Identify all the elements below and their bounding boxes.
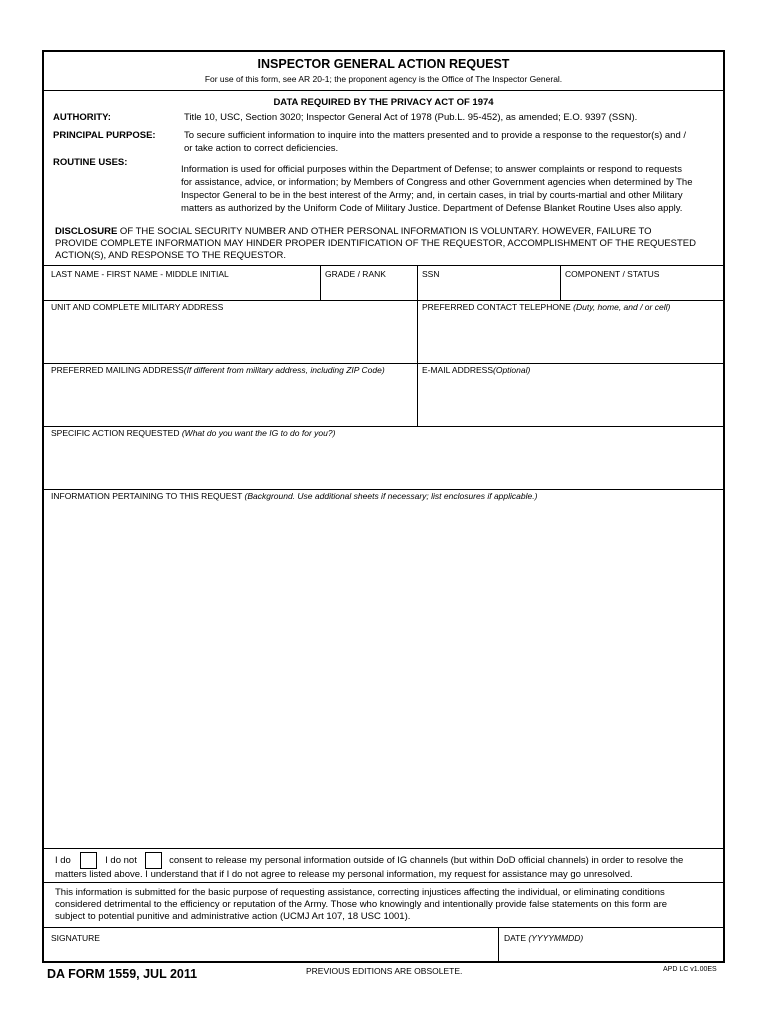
name-input[interactable] xyxy=(50,282,320,300)
date-hint: (YYYYMMDD) xyxy=(528,933,584,943)
mailing-address-input[interactable] xyxy=(50,378,418,427)
form-subtitle: For use of this form, see AR 20-1; the proponent agency is the Office of The Inspector General. xyxy=(204,74,563,84)
purpose-label: PRINCIPAL PURPOSE: xyxy=(53,130,156,141)
action-input[interactable] xyxy=(50,441,726,490)
privacy-heading: DATA REQUIRED BY THE PRIVACY ACT OF 1974 xyxy=(273,97,494,108)
phone-input[interactable] xyxy=(421,315,725,364)
divider xyxy=(44,426,723,427)
action-label xyxy=(51,428,335,438)
statement-block xyxy=(55,887,715,923)
version-note: APD LC v1.00ES xyxy=(663,966,717,973)
form-title: INSPECTOR GENERAL ACTION REQUEST xyxy=(257,57,510,71)
divider xyxy=(44,265,723,266)
component-input[interactable] xyxy=(564,282,726,300)
mailing-label-text: PREFERRED MAILING ADDRESS xyxy=(51,365,184,375)
phone-label xyxy=(422,302,670,312)
consent-line-2: matters listed above. I understand that if I do not agree to release my personal information, my request for assistance may go unresolved. xyxy=(55,869,633,880)
divider xyxy=(44,882,723,883)
i-do-not-checkbox[interactable] xyxy=(145,852,162,869)
signature-label: SIGNATURE xyxy=(51,933,100,943)
routine-text-3: Inspector General to be in the best interest of the Army; and, in certain cases, in trial by courts-martial and other Military xyxy=(181,190,683,201)
divider xyxy=(44,848,723,849)
email-input[interactable] xyxy=(421,378,725,427)
routine-label: ROUTINE USES: xyxy=(53,157,128,168)
statement-line-2: considered detrimental to the efficiency or reputation of the Army. Those who knowingly and intentionally provide false statements on this form are xyxy=(55,899,668,910)
consent-block xyxy=(55,852,720,882)
divider xyxy=(44,300,723,301)
phone-label-text: PREFERRED CONTACT TELEPHONE xyxy=(422,302,571,312)
statement-line-3: subject to potential punitive and administrative action (UCMJ Art 107, 18 USC 1001). xyxy=(55,911,411,922)
i-do-checkbox[interactable] xyxy=(80,852,97,869)
grade-input[interactable] xyxy=(324,282,418,300)
name-label: LAST NAME - FIRST NAME - MIDDLE INITIAL xyxy=(51,269,229,279)
component-label: COMPONENT / STATUS xyxy=(565,269,660,279)
phone-hint: (Duty, home, and / or cell) xyxy=(573,302,671,312)
divider xyxy=(44,927,723,928)
divider xyxy=(44,90,723,91)
divider xyxy=(44,363,723,364)
i-do-not-label: I do not xyxy=(105,855,137,867)
signature-input[interactable] xyxy=(50,946,498,963)
editions-note: PREVIOUS EDITIONS ARE OBSOLETE. xyxy=(306,966,463,976)
info-label xyxy=(51,491,537,501)
disclosure-line-2: PROVIDE COMPLETE INFORMATION MAY HINDER PROPER IDENTIFICATION OF THE REQUESTOR, ACCOMPLISHMENT OF THE REQUESTED xyxy=(55,238,696,249)
unit-address-input[interactable] xyxy=(50,315,418,364)
consent-line-1: consent to release my personal information outside of IG channels (but within DoD official channels) in order to resolve the xyxy=(169,855,684,867)
date-label xyxy=(504,933,583,943)
mailing-address-label xyxy=(51,365,385,375)
disclosure-text xyxy=(55,226,715,262)
divider xyxy=(498,927,499,963)
authority-label: AUTHORITY: xyxy=(53,112,111,123)
purpose-text-2: or take action to correct deficiencies. xyxy=(184,143,339,154)
date-label-text: DATE xyxy=(504,933,527,943)
ssn-input[interactable] xyxy=(421,282,561,300)
info-input[interactable] xyxy=(50,504,726,846)
routine-text-1: Information is used for official purposes within the Department of Defense; to answer complaints or respond to requests xyxy=(181,164,682,175)
email-hint: (Optional) xyxy=(493,365,531,375)
divider xyxy=(44,489,723,490)
ssn-label: SSN xyxy=(422,269,440,279)
action-label-text: SPECIFIC ACTION REQUESTED xyxy=(51,428,180,438)
email-label xyxy=(422,365,530,375)
statement-line-1: This information is submitted for the basic purpose of requesting assistance, correcting injustices affecting the individual, or eliminating conditions xyxy=(55,887,665,898)
divider xyxy=(320,265,321,300)
action-hint: (What do you want the IG to do for you?) xyxy=(181,428,336,438)
email-label-text: E-MAIL ADDRESS xyxy=(422,365,494,375)
i-do-label: I do xyxy=(55,855,71,867)
disclosure-line-3: ACTION(S), AND RESPONSE TO THE REQUESTOR. xyxy=(55,250,287,261)
grade-label: GRADE / RANK xyxy=(325,269,386,279)
purpose-text-1: To secure sufficient information to inquire into the matters presented and to provide a response to the requestor(s) and / xyxy=(184,130,687,141)
date-input[interactable] xyxy=(503,946,725,963)
routine-text-4: matters as authorized by the Uniform Code of Military Justice. Department of Defense Blanket Routine Uses also apply. xyxy=(181,203,683,214)
mailing-hint: (If different from military address, including ZIP Code) xyxy=(183,365,385,375)
info-label-text: INFORMATION PERTAINING TO THIS REQUEST xyxy=(51,491,243,501)
form-frame xyxy=(42,50,725,963)
info-hint: (Background. Use additional sheets if necessary; list enclosures if applicable.) xyxy=(244,491,538,501)
disclosure-line-1: OF THE SOCIAL SECURITY NUMBER AND OTHER PERSONAL INFORMATION IS VOLUNTARY. HOWEVER, FAILURE TO xyxy=(117,226,652,237)
routine-text-2: for assistance, advice, or information; by Members of Congress and other Government agencies when determined by The xyxy=(181,177,693,188)
authority-text: Title 10, USC, Section 3020; Inspector General Act of 1978 (Pub.L. 95-452), as amended; E.O. 9397 (SSN). xyxy=(184,112,638,123)
unit-address-label: UNIT AND COMPLETE MILITARY ADDRESS xyxy=(51,302,224,312)
form-number: DA FORM 1559, JUL 2011 xyxy=(47,967,198,981)
disclosure-lead: DISCLOSURE xyxy=(55,226,118,237)
